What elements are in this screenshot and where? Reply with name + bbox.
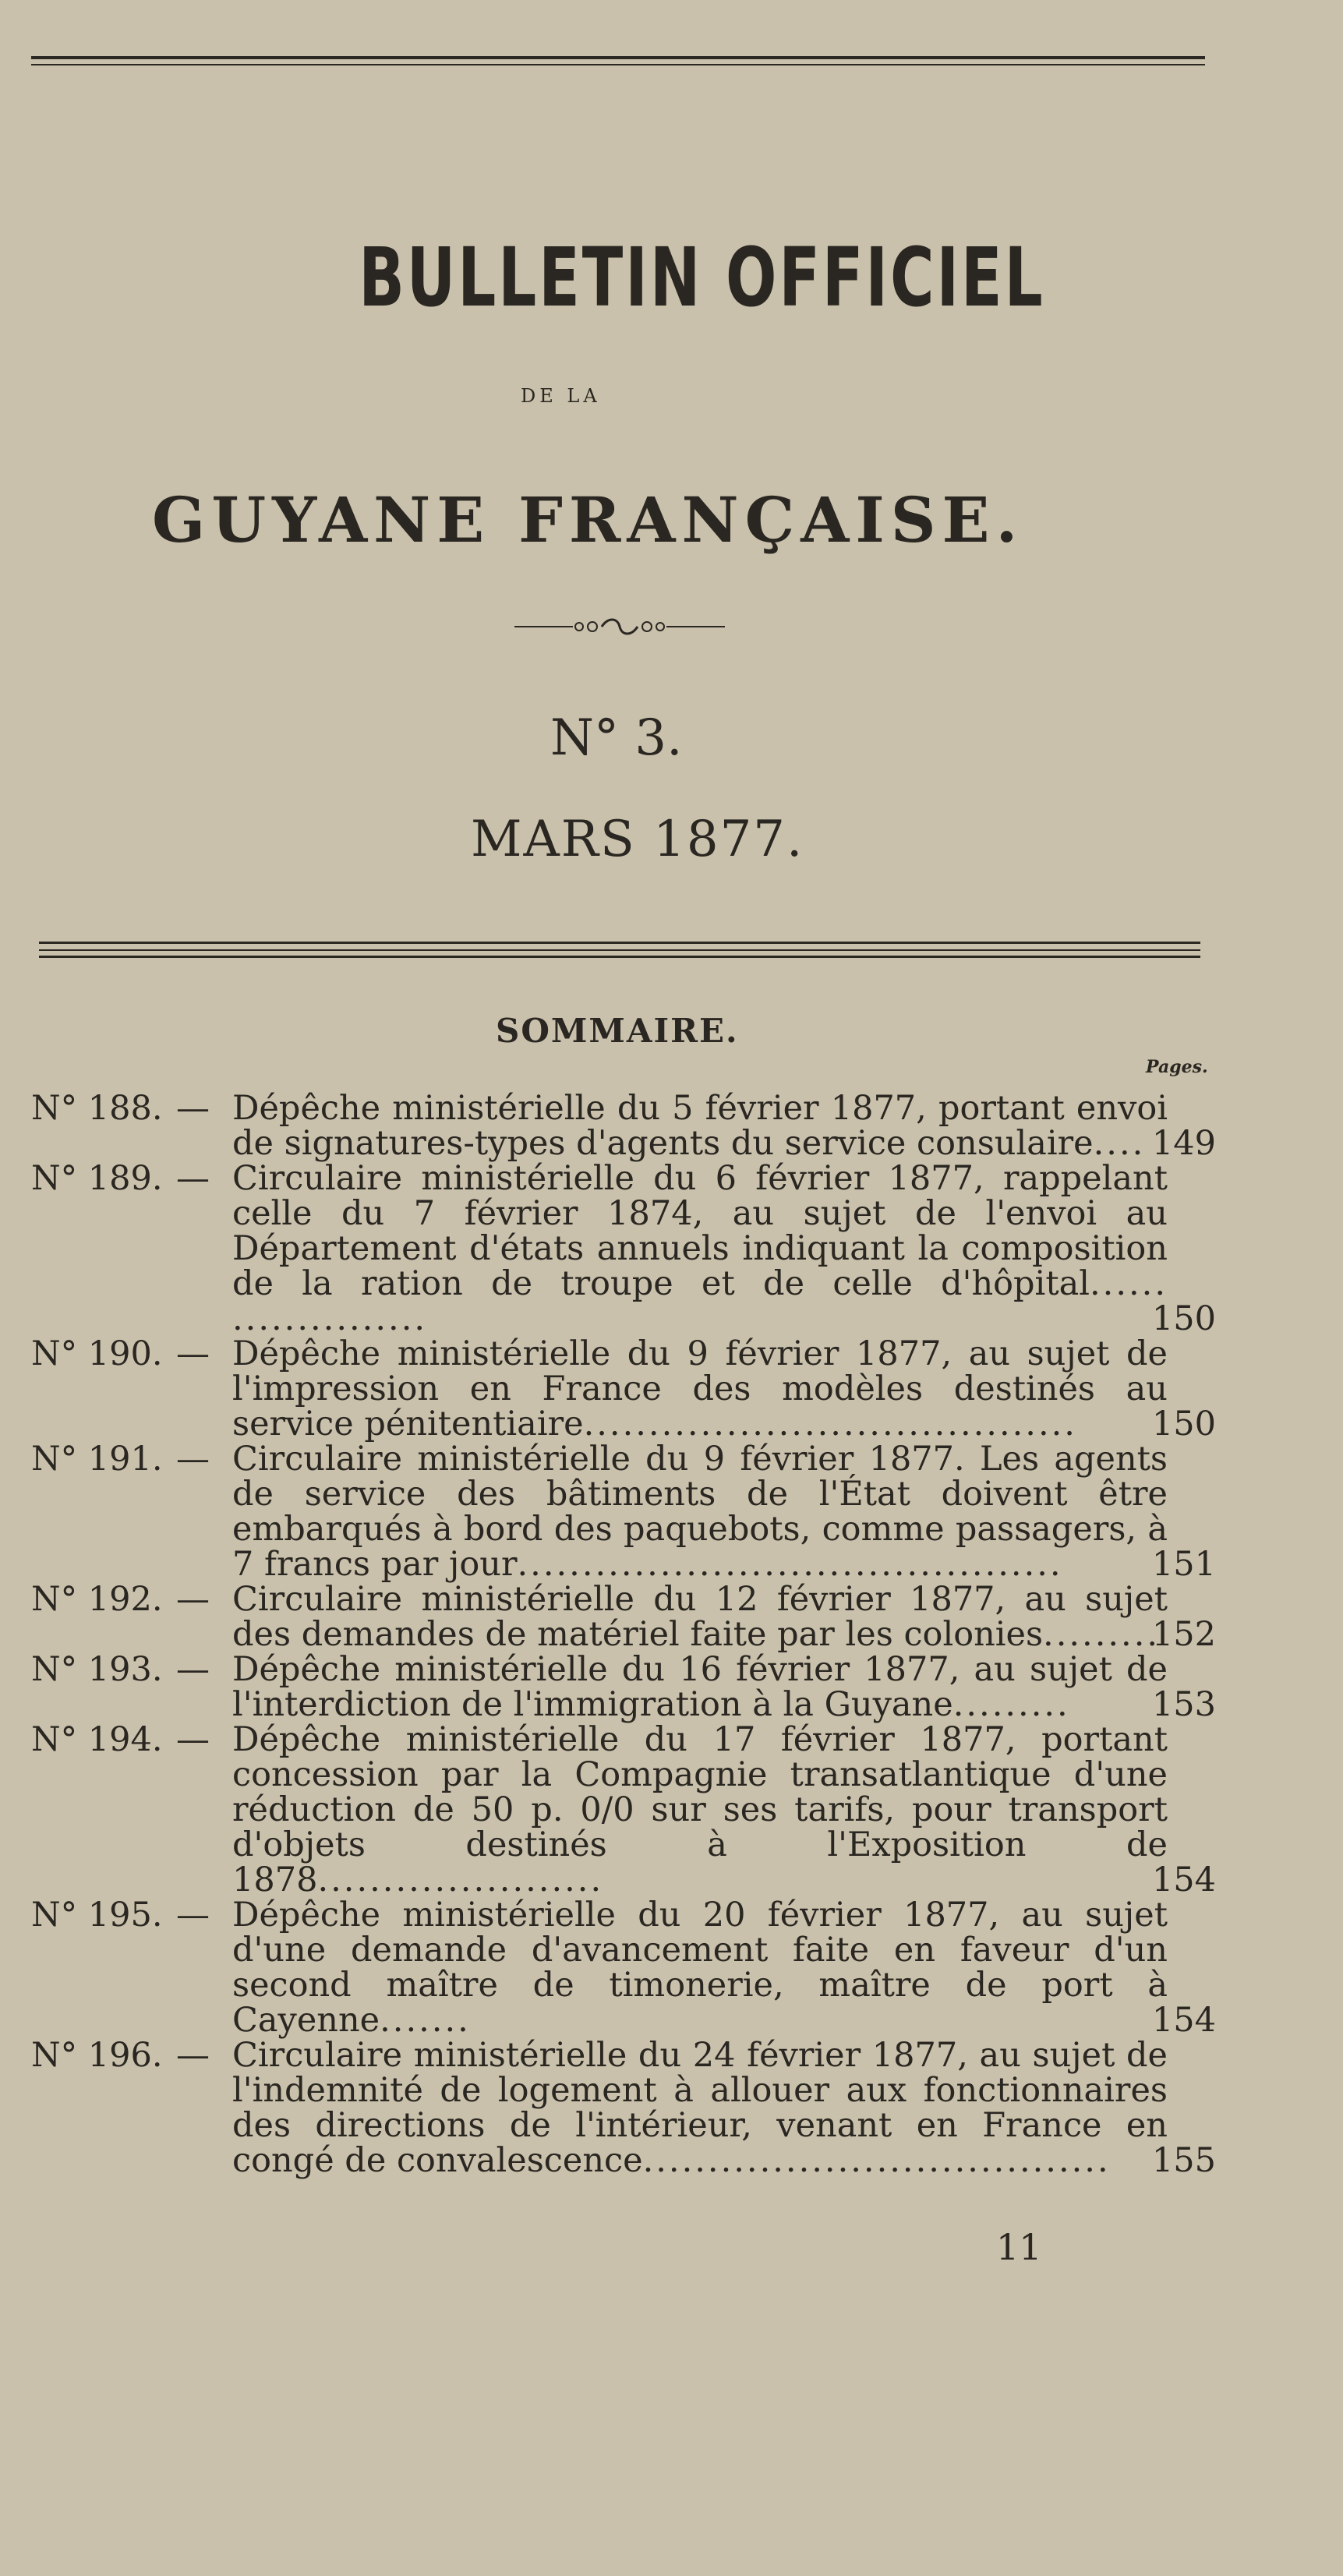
entry-number: N° 194. — [31, 1720, 163, 1759]
entry-leader-dots: ......... — [952, 1685, 1070, 1724]
top-rule-thin — [31, 64, 1205, 65]
entry-page-number: 150 — [1151, 1299, 1216, 1338]
summary-heading: SOMMAIRE. — [496, 1012, 739, 1050]
toc-entry — [31, 1091, 1216, 1161]
toc-entry — [31, 2038, 1216, 2178]
entry-leader-dots: ...................... — [317, 1860, 604, 1899]
entry-leader-dots: .......................................... — [517, 1545, 1063, 1584]
entry-dash: — — [176, 1089, 210, 1128]
entry-leader-dots: ....... — [380, 2001, 471, 2040]
toc-entry — [31, 1720, 1216, 1899]
issue-date: MARS 1877. — [471, 811, 804, 868]
entry-dash: — — [176, 2036, 210, 2075]
entry-text: Dépêche ministérielle du 9 février 1877, au sujet de l'impression en France des modèles destinés au service pénitentiaire — [232, 1334, 1168, 1443]
entry-leader-dots: ...... ............... — [232, 1264, 1168, 1338]
entry-text-block — [232, 1334, 1168, 1443]
entry-text-block — [232, 1582, 1168, 1652]
entry-text-block — [232, 1091, 1168, 1161]
toc-entry — [31, 1161, 1216, 1337]
entry-text: Circulaire ministérielle du 9 février 1877. Les agents de service des bâtiments de l'État doivent être embarqués à bord des paquebots, comme passagers, à 7 francs par jour — [232, 1440, 1168, 1584]
entry-page-number: 155 — [1151, 2141, 1216, 2180]
entry-page-number: 149 — [1151, 1124, 1216, 1163]
entry-page-number: 154 — [1151, 1860, 1216, 1899]
mid-rule-2 — [39, 949, 1200, 951]
entry-number: N° 195. — [31, 1896, 163, 1935]
toc-entry — [31, 1582, 1216, 1652]
entry-dash: — — [176, 1580, 210, 1619]
entry-text-block — [232, 1720, 1168, 1899]
entry-number: N° 196. — [31, 2036, 163, 2075]
entry-dash: — — [176, 1159, 210, 1198]
entry-text: Dépêche ministérielle du 17 février 1877, portant concession par la Compagnie transatlantique d'une réduction de 50 p. 0/0 sur ses tarifs, pour transport d'objets destinés à l'Exposition de 1878 — [232, 1720, 1168, 1899]
entry-text: Circulaire ministérielle du 12 février 1877, au sujet des demandes de matériel faite par les colonies — [232, 1580, 1168, 1654]
entry-number: N° 190. — [31, 1334, 163, 1373]
de-la-label: DE LA — [521, 385, 601, 407]
toc-entry — [31, 1652, 1216, 1723]
entry-page-number: 150 — [1151, 1405, 1216, 1443]
entry-text: Circulaire ministérielle du 24 février 1877, au sujet de l'indemnité de logement à allouer aux fonctionnaires des directions de l'intérieur, venant en France en congé de convalescence — [232, 2036, 1168, 2180]
entry-page-number: 152 — [1151, 1615, 1216, 1654]
issue-number: N° 3. — [550, 709, 683, 767]
toc-entry — [31, 1442, 1216, 1582]
pages-column-label: Pages. — [1146, 1057, 1208, 1077]
entry-number: N° 189. — [31, 1159, 163, 1198]
table-of-contents — [31, 1091, 1216, 2178]
entry-number: N° 188. — [31, 1089, 163, 1128]
entry-page-number: 151 — [1151, 1545, 1216, 1584]
entry-text-block — [232, 1652, 1168, 1723]
entry-leader-dots: ......... — [1043, 1615, 1161, 1654]
entry-leader-dots: .... — [1093, 1124, 1146, 1163]
entry-number: N° 193. — [31, 1650, 163, 1689]
entry-text: Dépêche ministérielle du 16 février 1877, au sujet de l'interdiction de l'immigration à la Guyane — [232, 1650, 1168, 1724]
entry-text-block — [232, 1898, 1168, 2038]
entry-page-number: 153 — [1151, 1685, 1216, 1724]
entry-text: Dépêche ministérielle du 20 février 1877, au sujet d'une demande d'avancement faite en faveur d'un second maître de timonerie, maître de port à Cayenne — [232, 1896, 1168, 2040]
entry-leader-dots: ...................................... — [583, 1405, 1077, 1443]
entry-number: N° 192. — [31, 1580, 163, 1619]
entry-page-number: 154 — [1151, 2001, 1216, 2040]
ornament-divider — [0, 616, 1343, 641]
entry-dash: — — [176, 1720, 210, 1759]
entry-dash: — — [176, 1896, 210, 1935]
entry-dash: — — [176, 1334, 210, 1373]
entry-leader-dots: .................................... — [642, 2141, 1111, 2180]
colony-title: GUYANE FRANÇAISE. — [152, 483, 1024, 557]
bulletin-title: BULLETIN OFFICIEL — [359, 230, 1045, 325]
mid-rule-3 — [39, 956, 1200, 958]
entry-text-block — [232, 1442, 1168, 1582]
entry-text: Circulaire ministérielle du 6 février 1877, rappelant celle du 7 février 1874, au sujet de l'envoi au Département d'états annuels indiquant la composition de la ration de troupe et de celle d'hôpital — [232, 1159, 1168, 1303]
entry-dash: — — [176, 1440, 210, 1479]
entry-text-block — [232, 2038, 1168, 2178]
signature-mark: 11 — [996, 2226, 1042, 2268]
toc-entry — [31, 1334, 1216, 1443]
entry-text: Dépêche ministérielle du 5 février 1877, portant envoi de signatures-types d'agents du service consulaire — [232, 1089, 1168, 1163]
entry-text-block — [232, 1161, 1168, 1337]
top-rule — [31, 56, 1205, 59]
toc-entry — [31, 1898, 1216, 2038]
entry-dash: — — [176, 1650, 210, 1689]
entry-number: N° 191. — [31, 1440, 163, 1479]
mid-rule-1 — [39, 942, 1200, 944]
